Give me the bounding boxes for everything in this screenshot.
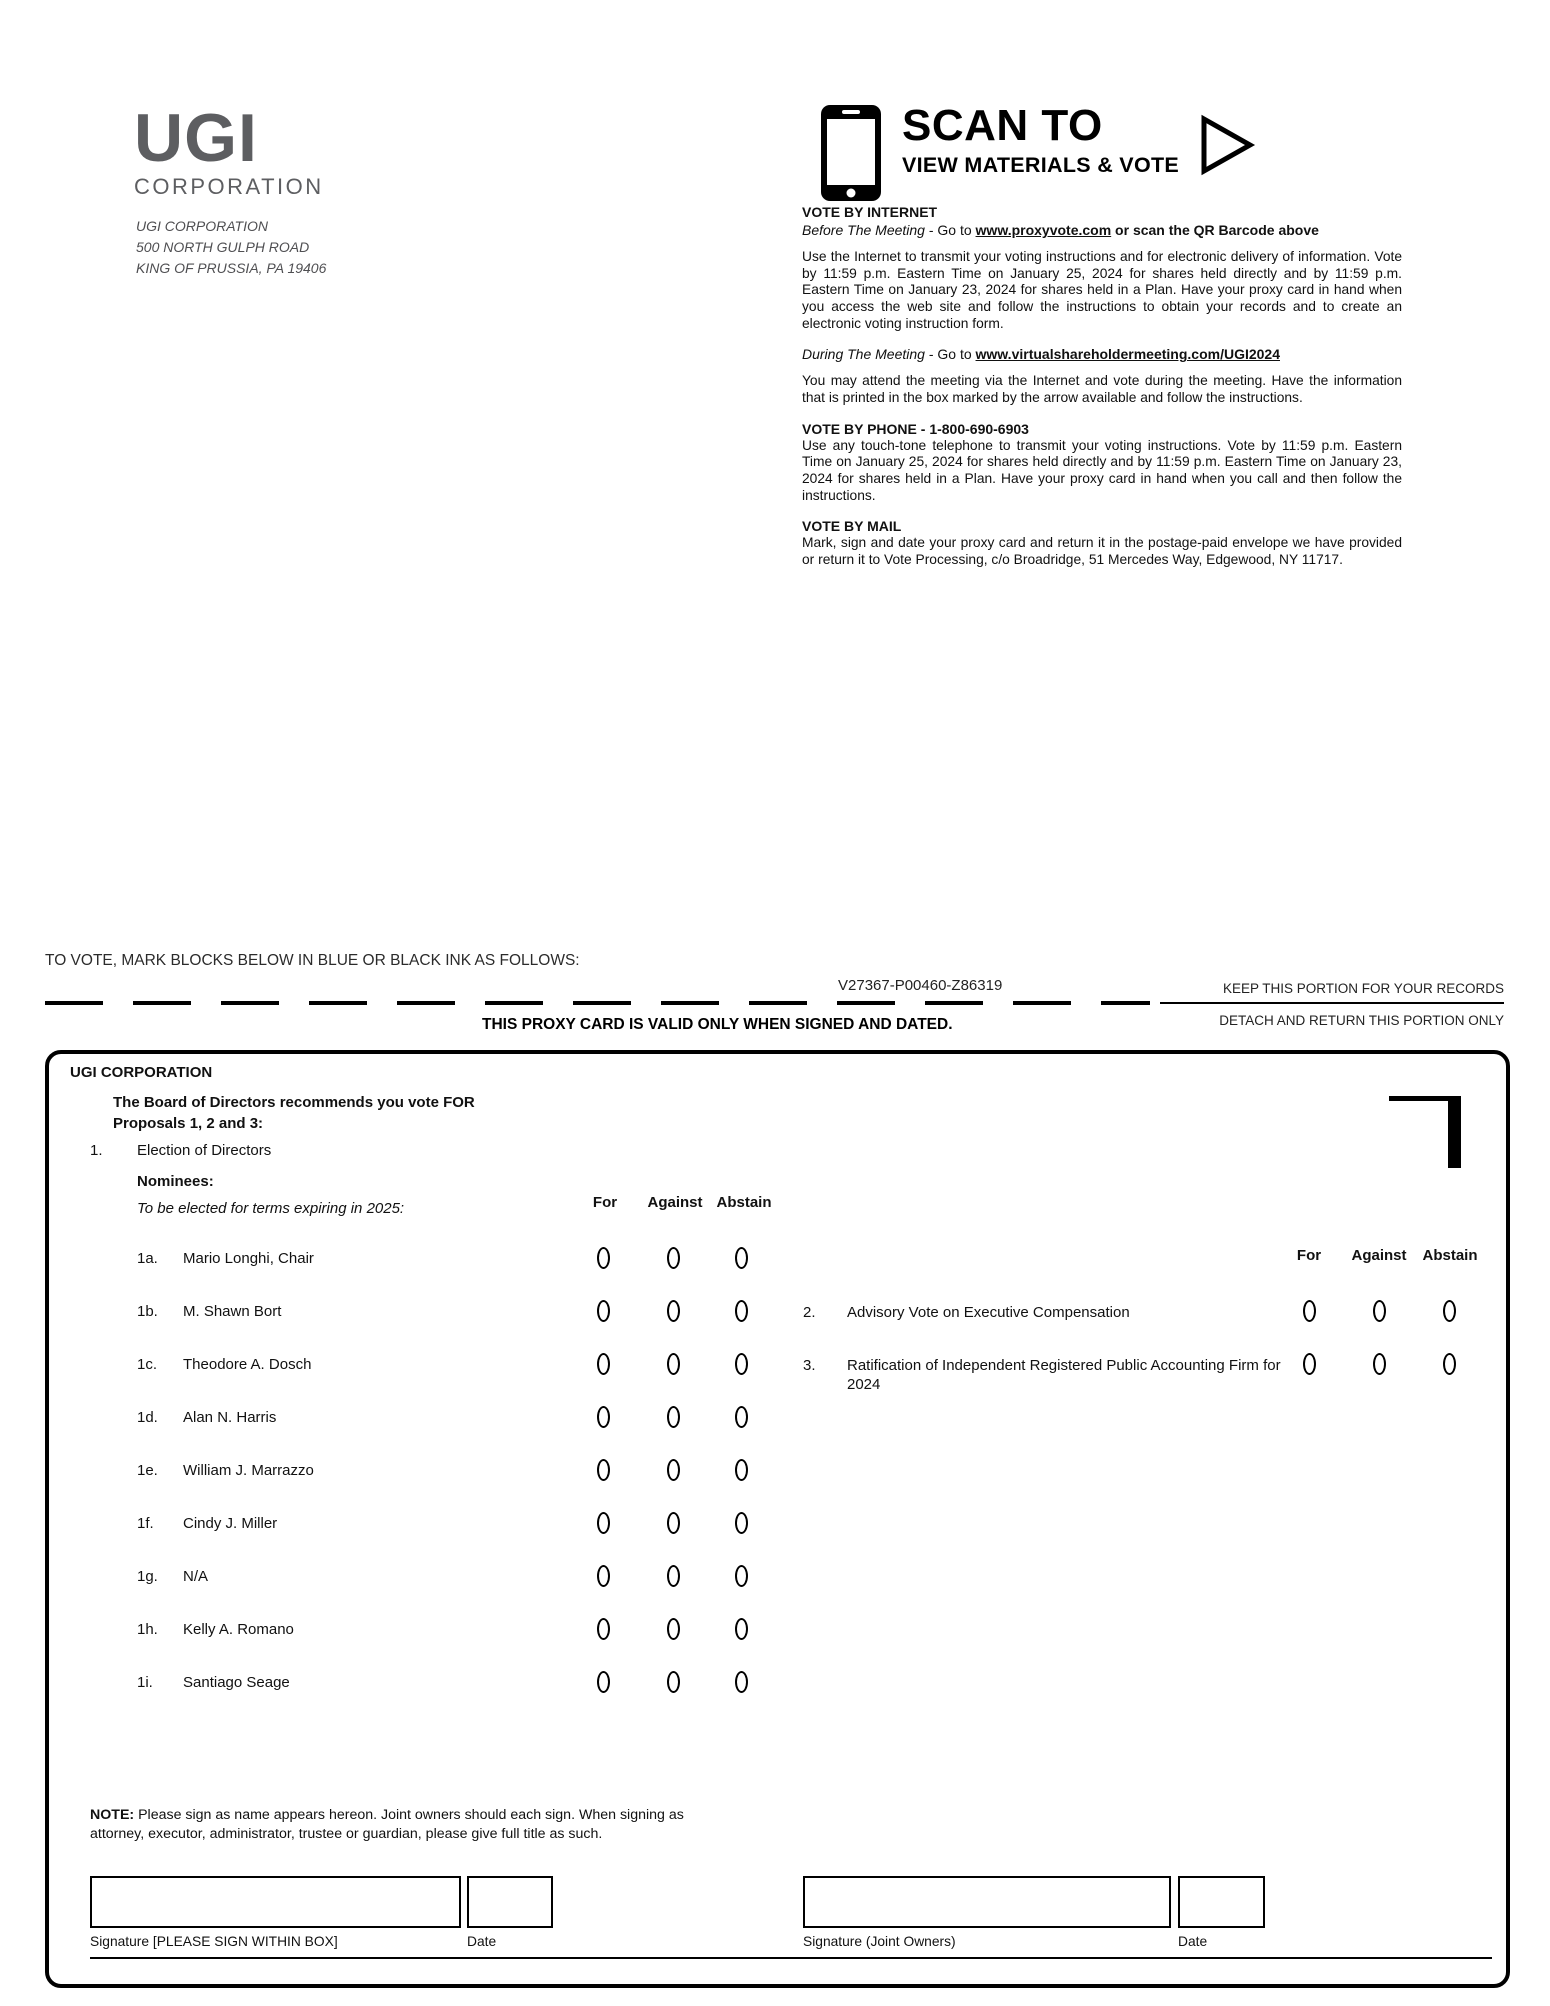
nominee-name: Kelly A. Romano bbox=[183, 1621, 294, 1638]
checkbox-against[interactable] bbox=[1373, 1353, 1386, 1375]
date-joint-label: Date bbox=[1178, 1934, 1208, 1949]
checkbox-for[interactable] bbox=[597, 1671, 610, 1693]
proposal-2-title: Advisory Vote on Executive Compensation bbox=[847, 1304, 1130, 1321]
checkbox-for[interactable] bbox=[597, 1406, 610, 1428]
during-meeting-paragraph: You may attend the meeting via the Internet and vote during the meeting. Have the information that is printed in the box marked by the arrow available and follow the instructions. bbox=[802, 373, 1402, 405]
nominee-id: 1a. bbox=[137, 1250, 158, 1267]
nominee-id: 1c. bbox=[137, 1356, 158, 1373]
checkbox-for[interactable] bbox=[597, 1247, 610, 1269]
proxyvote-link[interactable]: www.proxyvote.com bbox=[975, 221, 1112, 238]
date-label: Date bbox=[467, 1934, 497, 1949]
ballot-card bbox=[45, 1050, 1510, 1988]
nominee-name: Santiago Seage bbox=[183, 1674, 290, 1691]
during-meeting-line bbox=[802, 346, 1402, 363]
checkbox-against[interactable] bbox=[667, 1512, 680, 1534]
proposal-2-row bbox=[49, 1299, 1506, 1325]
virtual-meeting-link[interactable]: www.virtualshareholdermeeting.com/UGI2024 bbox=[975, 346, 1280, 363]
checkbox-abstain[interactable] bbox=[735, 1618, 748, 1640]
checkbox-abstain[interactable] bbox=[735, 1459, 748, 1481]
keep-portion-text: KEEP THIS PORTION FOR YOUR RECORDS bbox=[1222, 981, 1504, 996]
proposal-3-title: Ratification of Independent Registered Public Accounting Firm for 2024 bbox=[847, 1357, 1281, 1393]
scan-banner bbox=[820, 101, 1257, 207]
nominee-row bbox=[49, 1458, 1506, 1484]
goto-text-2: - Go to bbox=[924, 346, 976, 363]
proposal-3-number: 3. bbox=[803, 1357, 816, 1374]
nominee-id: 1d. bbox=[137, 1409, 158, 1426]
checkbox-abstain[interactable] bbox=[735, 1671, 748, 1693]
checkbox-abstain[interactable] bbox=[735, 1406, 748, 1428]
scan-subtitle: VIEW MATERIALS & VOTE bbox=[902, 153, 1180, 177]
recommendation-line-1: The Board of Directors recommends you vote FOR bbox=[113, 1094, 475, 1111]
corner-registration-mark-vertical bbox=[1448, 1096, 1461, 1168]
header-abstain-right: Abstain bbox=[1422, 1247, 1478, 1264]
checkbox-for[interactable] bbox=[597, 1512, 610, 1534]
smartphone-icon bbox=[820, 104, 882, 207]
scan-text bbox=[902, 101, 1180, 178]
valid-when-signed-notice: THIS PROXY CARD IS VALID ONLY WHEN SIGNED AND DATED. bbox=[482, 1016, 953, 1033]
board-recommendation bbox=[113, 1092, 475, 1134]
vote-instructions bbox=[802, 204, 1402, 569]
note-text: Please sign as name appears hereon. Joint owners should each sign. When signing as attorney, executor, administrator, trustee or guardian, please give full title as such. bbox=[90, 1807, 684, 1843]
logo-subtitle: CORPORATION bbox=[134, 173, 324, 199]
signature-label: Signature [PLEASE SIGN WITHIN BOX] bbox=[90, 1934, 338, 1949]
checkbox-abstain[interactable] bbox=[735, 1565, 748, 1587]
mail-instructions-paragraph: Mark, sign and date your proxy card and return it in the postage-paid envelope we have provided or return it to Vote Processing, c/o Broadridge, 51 Mercedes Way, Edgewood, NY 11717. bbox=[802, 535, 1402, 567]
signature-joint-label: Signature (Joint Owners) bbox=[803, 1934, 956, 1949]
checkbox-for[interactable] bbox=[1303, 1353, 1316, 1375]
nominee-id: 1g. bbox=[137, 1568, 158, 1585]
nominee-id: 1i. bbox=[137, 1674, 153, 1691]
nominee-name: Alan N. Harris bbox=[183, 1409, 277, 1426]
date-box[interactable] bbox=[467, 1876, 553, 1928]
internet-instructions-paragraph: Use the Internet to transmit your voting instructions and for electronic delivery of information. Vote by 11:59 p.m. Eastern Time on January 25, 2024 for shares held directly and by 11:59 p.m. Eastern Time on January 23, 2024 for shares held in a Plan. Have your proxy card in hand when you access the web site and follow the instructions to obtain your records and to create an electronic voting instruction form. bbox=[802, 248, 1402, 331]
company-address bbox=[136, 216, 326, 279]
nominee-row bbox=[49, 1617, 1506, 1643]
checkbox-abstain[interactable] bbox=[1443, 1353, 1456, 1375]
checkbox-for[interactable] bbox=[597, 1565, 610, 1587]
nominee-name: Mario Longhi, Chair bbox=[183, 1250, 314, 1267]
header-for-left: For bbox=[592, 1194, 618, 1211]
checkbox-against[interactable] bbox=[667, 1406, 680, 1428]
checkbox-for[interactable] bbox=[597, 1459, 610, 1481]
proposal-1-number: 1. bbox=[90, 1142, 103, 1159]
nominee-id: 1e. bbox=[137, 1462, 158, 1479]
proposal-1-title: Election of Directors bbox=[137, 1142, 272, 1159]
proposal-3-row bbox=[49, 1352, 1506, 1393]
nominee-row bbox=[49, 1511, 1506, 1537]
nominee-name: N/A bbox=[183, 1568, 209, 1585]
goto-text-1: - Go to bbox=[924, 221, 976, 238]
mark-blocks-instruction: TO VOTE, MARK BLOCKS BELOW IN BLUE OR BLACK INK AS FOLLOWS: bbox=[45, 952, 580, 969]
checkbox-abstain[interactable] bbox=[735, 1247, 748, 1269]
address-line-3: KING OF PRUSSIA, PA 19406 bbox=[136, 260, 327, 276]
detach-return-text: DETACH AND RETURN THIS PORTION ONLY bbox=[1219, 1013, 1504, 1028]
nominees-label: Nominees: bbox=[137, 1173, 214, 1190]
nominee-id: 1b. bbox=[137, 1303, 158, 1320]
signature-box-joint[interactable] bbox=[803, 1876, 1171, 1928]
proposal-2-number: 2. bbox=[803, 1304, 816, 1321]
checkbox-against[interactable] bbox=[667, 1247, 680, 1269]
terms-expiring-note: To be elected for terms expiring in 2025: bbox=[137, 1200, 405, 1217]
checkbox-against[interactable] bbox=[667, 1618, 680, 1640]
control-number: V27367-P00460-Z86319 bbox=[838, 977, 1003, 994]
signing-note bbox=[90, 1806, 690, 1844]
checkbox-for[interactable] bbox=[597, 1618, 610, 1640]
nominee-row bbox=[49, 1405, 1506, 1431]
date-box-joint[interactable] bbox=[1178, 1876, 1265, 1928]
vote-by-internet-heading: VOTE BY INTERNET bbox=[802, 204, 938, 220]
checkbox-against[interactable] bbox=[667, 1671, 680, 1693]
header-against-left: Against bbox=[647, 1194, 703, 1211]
before-meeting-line bbox=[802, 222, 1402, 239]
checkbox-abstain[interactable] bbox=[735, 1512, 748, 1534]
vote-by-mail-heading: VOTE BY MAIL bbox=[802, 518, 902, 535]
nominee-name: William J. Marrazzo bbox=[183, 1462, 314, 1479]
qr-barcode-note: or scan the QR Barcode above bbox=[1111, 221, 1319, 238]
nominee-name: M. Shawn Bort bbox=[183, 1303, 282, 1320]
checkbox-for[interactable] bbox=[1303, 1300, 1316, 1322]
nominee-name: Theodore A. Dosch bbox=[183, 1356, 312, 1373]
logo-wordmark: UGI bbox=[134, 100, 258, 176]
nominee-row bbox=[49, 1670, 1506, 1696]
scan-title: SCAN TO bbox=[902, 101, 1103, 150]
nominee-id: 1f. bbox=[137, 1515, 154, 1532]
nominee-name: Cindy J. Miller bbox=[183, 1515, 278, 1532]
note-label: NOTE: bbox=[90, 1807, 135, 1823]
nominee-id: 1h. bbox=[137, 1621, 158, 1638]
company-logo bbox=[134, 100, 324, 200]
keep-portion-rule bbox=[1160, 1002, 1504, 1004]
header-against-right: Against bbox=[1351, 1247, 1407, 1264]
phone-instructions-paragraph: Use any touch-tone telephone to transmit your voting instructions. Vote by 11:59 p.m. Eastern Time on January 25, 2024 for shares held directly and by 11:59 p.m. Eastern Time on January 23, 2024 for shares held in a Plan. Have your proxy card in hand when you call and then follow the instructions. bbox=[802, 437, 1402, 503]
arrow-right-icon bbox=[1199, 114, 1257, 181]
address-line-2: 500 NORTH GULPH ROAD bbox=[136, 239, 310, 255]
checkbox-against[interactable] bbox=[1373, 1300, 1386, 1322]
signature-bottom-rule bbox=[90, 1957, 1492, 1959]
checkbox-abstain[interactable] bbox=[1443, 1300, 1456, 1322]
nominee-row bbox=[49, 1246, 1506, 1272]
recommendation-line-2: Proposals 1, 2 and 3: bbox=[113, 1115, 264, 1132]
checkbox-against[interactable] bbox=[667, 1459, 680, 1481]
address-line-1: UGI CORPORATION bbox=[136, 218, 268, 234]
during-meeting-label: During The Meeting bbox=[802, 346, 925, 363]
ballot-company-name: UGI CORPORATION bbox=[70, 1064, 213, 1081]
header-abstain-left: Abstain bbox=[716, 1194, 772, 1211]
header-for-right: For bbox=[1296, 1247, 1322, 1264]
checkbox-against[interactable] bbox=[667, 1565, 680, 1587]
detach-dashed-line bbox=[45, 1001, 1150, 1005]
nominee-row bbox=[49, 1564, 1506, 1590]
before-meeting-label: Before The Meeting bbox=[802, 221, 925, 238]
signature-box[interactable] bbox=[90, 1876, 461, 1928]
vote-by-phone-heading: VOTE BY PHONE - 1-800-690-6903 bbox=[802, 420, 1029, 437]
